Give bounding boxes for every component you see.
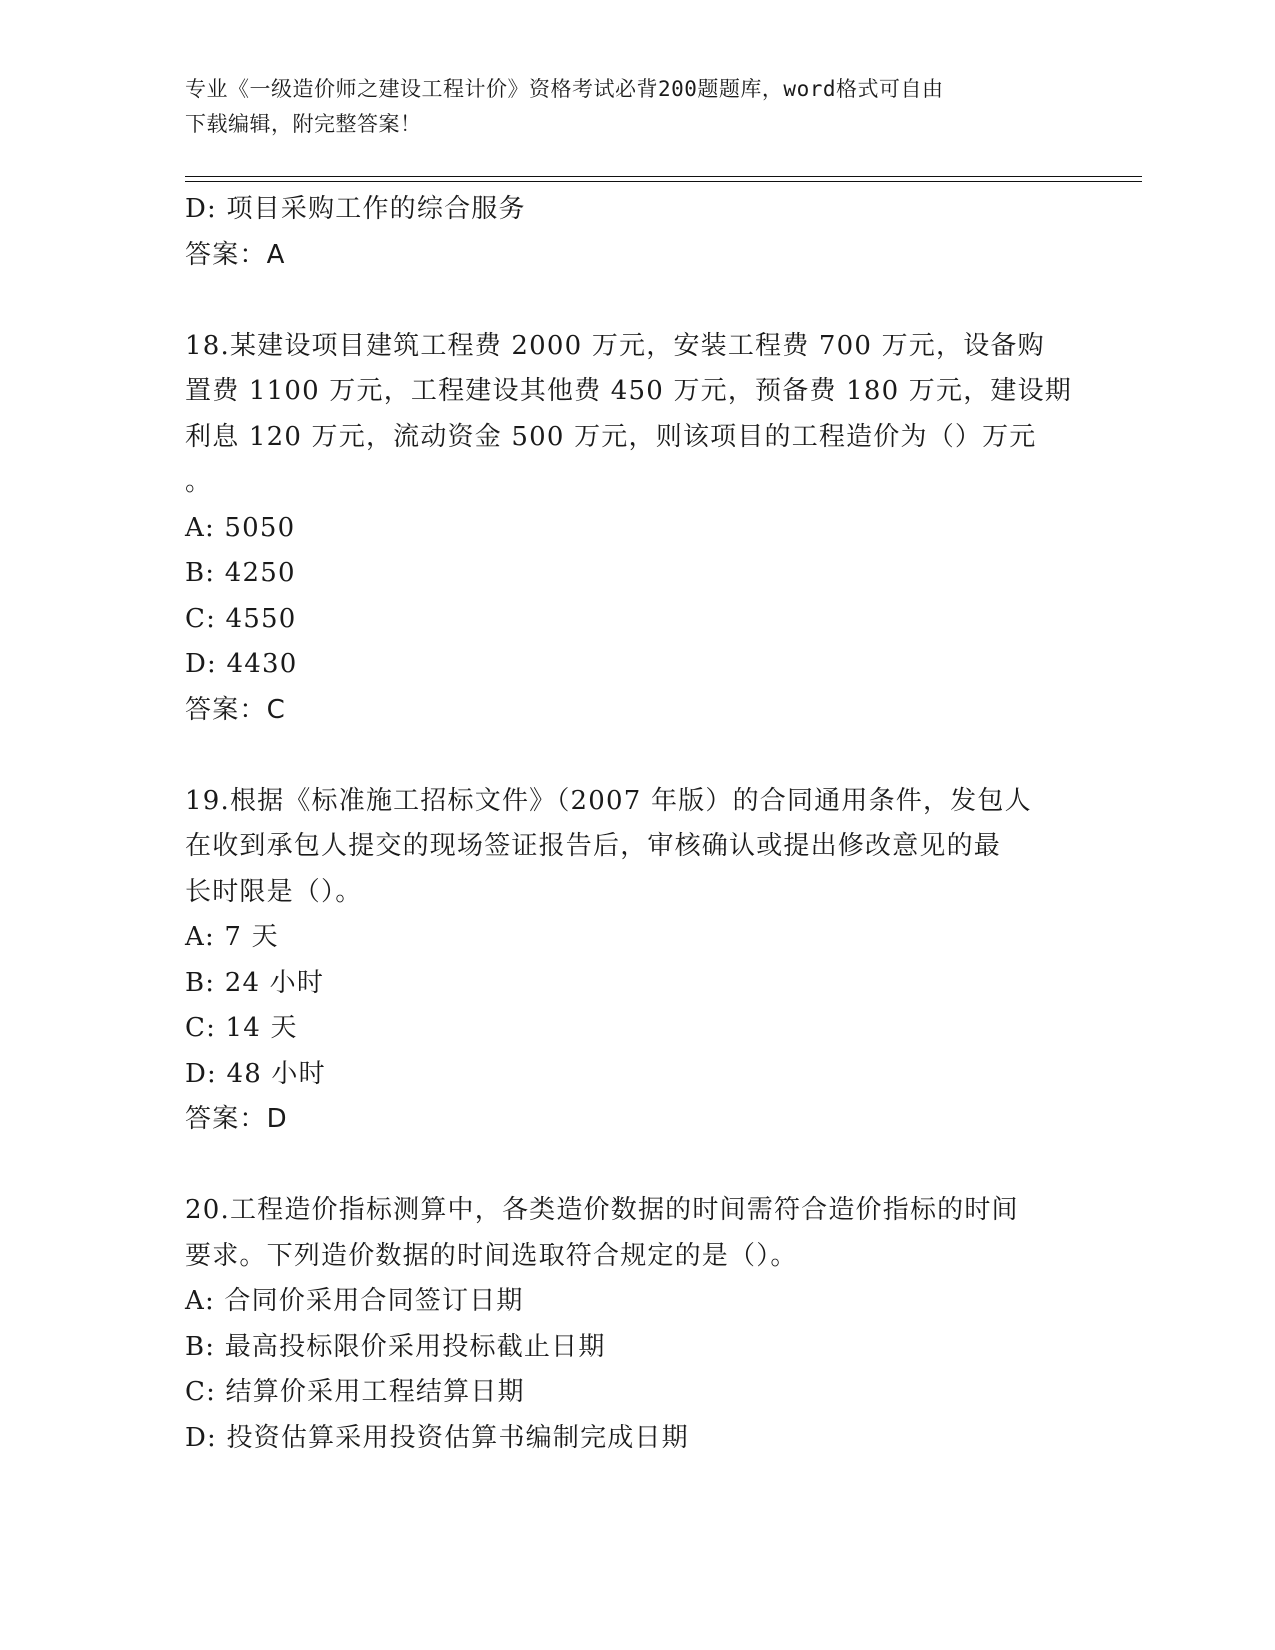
spacer <box>185 278 1105 324</box>
header-divider-bottom <box>185 181 1142 182</box>
document-body <box>185 187 1105 1461</box>
question-text: 置费 1100 万元，工程建设其他费 450 万元，预备费 180 万元，建设期 <box>185 376 1073 406</box>
question-text: 19.根据《标准施工招标文件》（2007 年版）的合同通用条件，发包人 <box>185 785 1032 816</box>
option-c: C: 14 天 <box>185 1013 298 1043</box>
option-d: D: 投资估算采用投资估算书编制完成日期 <box>185 1422 689 1453</box>
header-line-1: 专业《一级造价师之建设工程计价》资格考试必背200题题库，word格式可自由 <box>185 77 944 101</box>
option-a: A: 5050 <box>185 512 296 543</box>
question-19 <box>185 779 1105 1143</box>
option-b: B: 最高投标限价采用投标截止日期 <box>185 1331 606 1362</box>
prev-answer: 答案：A <box>185 239 286 270</box>
header-divider-top <box>185 176 1142 177</box>
question-20 <box>185 1188 1105 1461</box>
option-d: D: 4430 <box>185 649 298 679</box>
option-b: B: 4250 <box>185 558 296 588</box>
question-text: 要求。下列造价数据的时间选取符合规定的是（）。 <box>185 1240 798 1271</box>
option-d: D: 48 小时 <box>185 1058 326 1089</box>
option-b: B: 24 小时 <box>185 967 325 998</box>
question-text: 。 <box>185 467 213 497</box>
question-text: 在收到承包人提交的现场签证报告后，审核确认或提出修改意见的最 <box>185 831 1002 861</box>
spacer <box>185 1143 1105 1189</box>
spacer <box>185 733 1105 779</box>
question-text: 18.某建设项目建筑工程费 2000 万元，安装工程费 700 万元，设备购 <box>185 330 1045 361</box>
option-a: A: 7 天 <box>185 922 279 952</box>
header-line-2: 下载编辑，附完整答案！ <box>185 112 422 136</box>
question-text: 利息 120 万元，流动资金 500 万元，则该项目的工程造价为（）万元 <box>185 421 1037 452</box>
question-text: 长时限是（）。 <box>185 876 363 907</box>
prev-option-d: D: 项目采购工作的综合服务 <box>185 194 526 224</box>
question-18 <box>185 324 1105 734</box>
page-header <box>185 72 1085 142</box>
option-a: A: 合同价采用合同签订日期 <box>185 1286 524 1316</box>
answer: 答案：D <box>185 1104 288 1134</box>
option-c: C: 结算价采用工程结算日期 <box>185 1377 525 1407</box>
option-c: C: 4550 <box>185 603 297 634</box>
answer: 答案：C <box>185 694 286 725</box>
question-text: 20.工程造价指标测算中，各类造价数据的时间需符合造价指标的时间 <box>185 1195 1019 1225</box>
